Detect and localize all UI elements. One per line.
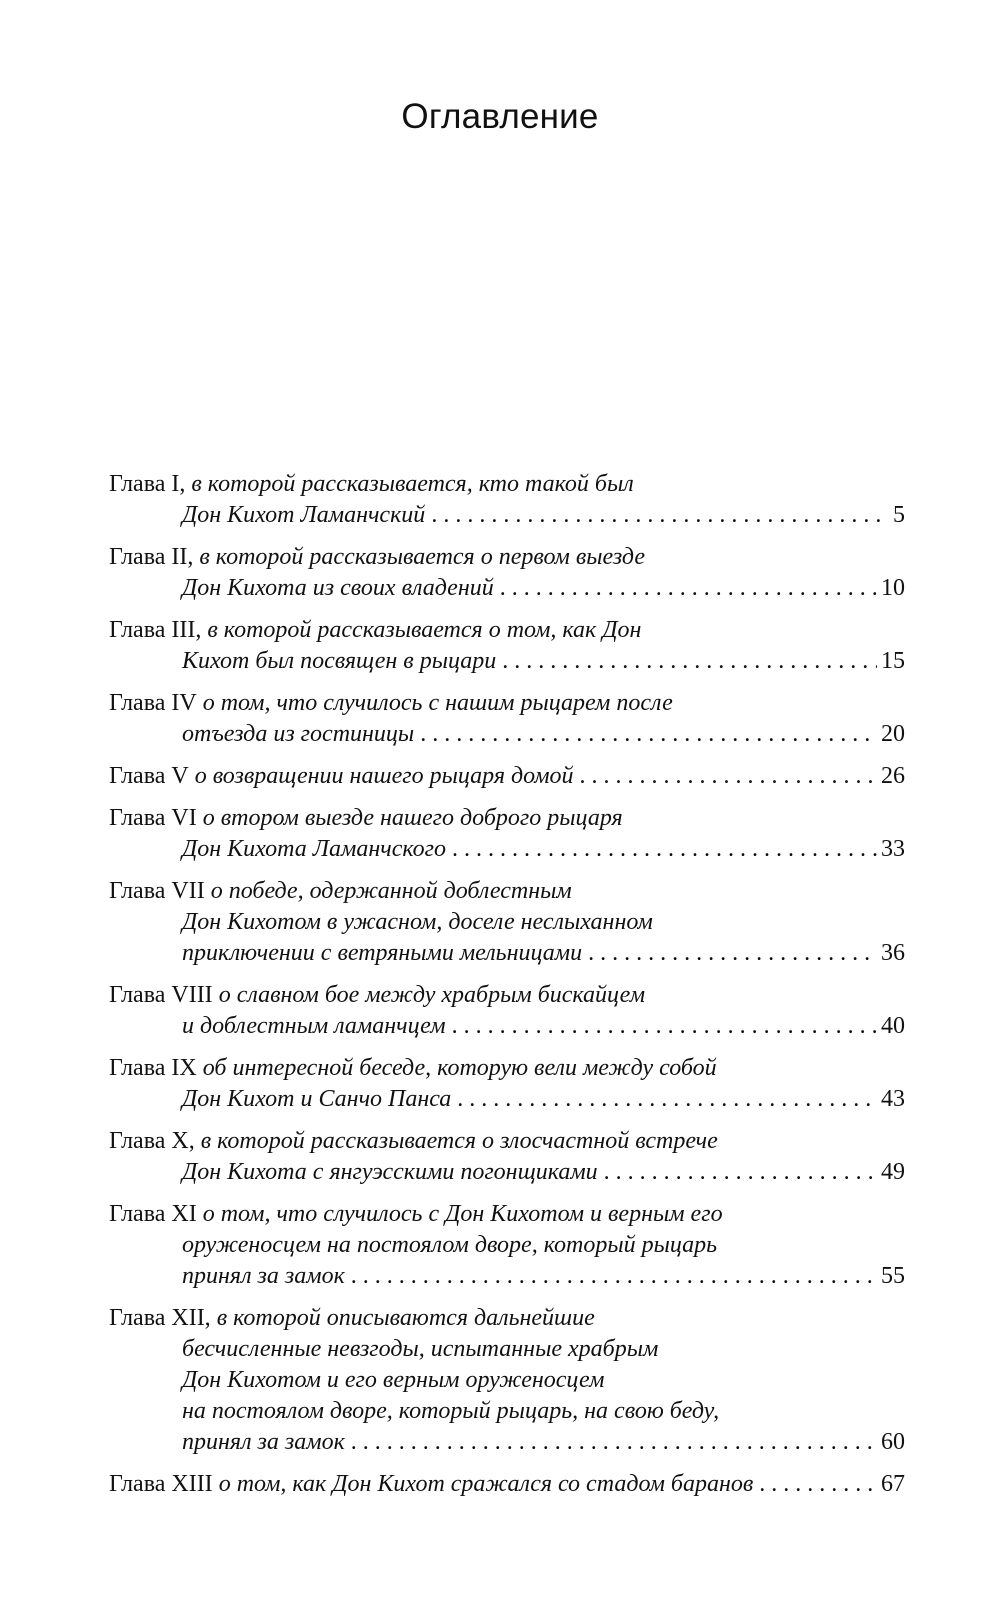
toc-entry-first-line xyxy=(109,615,905,646)
dot-leader xyxy=(759,1469,877,1500)
toc-entry-first-line xyxy=(109,1199,905,1230)
chapter-label: Глава I, xyxy=(109,471,186,497)
toc-entry xyxy=(109,542,905,604)
chapter-description: о том, что случилось с Дон Кихотом и верным его xyxy=(202,1201,723,1227)
toc-entry xyxy=(109,469,905,531)
toc-entry-first-line xyxy=(109,1469,905,1500)
toc-entry-continuation-line xyxy=(109,719,905,750)
chapter-description: Дон Кихота Ламанчского xyxy=(182,836,447,862)
toc-entry-continuation-line xyxy=(109,1396,905,1427)
page-number: 20 xyxy=(881,721,905,747)
toc-entry-continuation-line xyxy=(109,1261,905,1292)
chapter-description: Дон Кихотом и его верным оруженосцем xyxy=(182,1367,605,1393)
toc-entry xyxy=(109,615,905,677)
toc-entry-continuation-line xyxy=(109,1011,905,1042)
toc-entry-first-line xyxy=(109,1053,905,1084)
toc-entry-continuation-line xyxy=(109,938,905,969)
chapter-description: в которой описываются дальнейшие xyxy=(216,1305,595,1331)
table-of-contents xyxy=(109,469,905,1511)
page-number: 5 xyxy=(893,502,905,528)
page-number: 67 xyxy=(881,1471,905,1497)
chapter-description: Дон Кихота с янгуэсскими погонщиками xyxy=(182,1159,598,1185)
chapter-description: приключении с ветряными мельницами xyxy=(182,940,583,966)
chapter-description: принял за замок xyxy=(182,1263,345,1289)
chapter-description: о славном бое между храбрым бискайцем xyxy=(218,982,646,1008)
dot-leader xyxy=(502,646,877,677)
dot-leader xyxy=(604,1157,877,1188)
toc-entry-continuation-line xyxy=(109,573,905,604)
toc-entry xyxy=(109,876,905,969)
toc-entry-continuation-line xyxy=(109,1365,905,1396)
toc-entry-continuation-line xyxy=(109,907,905,938)
toc-entry-continuation-line xyxy=(109,1427,905,1458)
toc-entry xyxy=(109,761,905,792)
chapter-description: Кихот был посвящен в рыцари xyxy=(182,648,497,674)
toc-entry-first-line xyxy=(109,980,905,1011)
page-number: 55 xyxy=(881,1263,905,1289)
dot-leader xyxy=(452,834,877,865)
chapter-label: Глава XI xyxy=(109,1201,197,1227)
chapter-label: Глава XIII xyxy=(109,1471,213,1497)
chapter-description: о возвращении нашего рыцаря домой xyxy=(194,763,574,789)
chapter-description: о том, что случилось с нашим рыцарем после xyxy=(202,690,673,716)
chapter-description: о втором выезде нашего доброго рыцаря xyxy=(202,805,623,831)
chapter-description: бесчисленные невзгоды, испытанные храбрым xyxy=(182,1336,659,1362)
chapter-description: на постоялом дворе, который рыцарь, на свою беду, xyxy=(182,1398,720,1424)
page-number: 10 xyxy=(881,575,905,601)
dot-leader xyxy=(457,1084,877,1115)
toc-entry-first-line xyxy=(109,876,905,907)
toc-entry-continuation-line xyxy=(109,1157,905,1188)
toc-entry-first-line xyxy=(109,542,905,573)
page-number: 15 xyxy=(881,648,905,674)
chapter-label: Глава IX xyxy=(109,1055,197,1081)
chapter-label: Глава III, xyxy=(109,617,202,643)
chapter-description: и доблестным ламанчцем xyxy=(182,1013,446,1039)
toc-entry xyxy=(109,1126,905,1188)
page-number: 43 xyxy=(881,1086,905,1112)
toc-entry xyxy=(109,980,905,1042)
toc-entry-continuation-line xyxy=(109,1230,905,1261)
toc-entry xyxy=(109,803,905,865)
chapter-description: об интересной беседе, которую вели между собой xyxy=(202,1055,717,1081)
toc-entry-continuation-line xyxy=(109,1334,905,1365)
chapter-label: Глава X, xyxy=(109,1128,195,1154)
toc-entry-first-line xyxy=(109,1126,905,1157)
chapter-description: в которой рассказывается, кто такой был xyxy=(191,471,634,497)
dot-leader xyxy=(351,1261,877,1292)
chapter-description: о победе, одержанной доблестным xyxy=(210,878,572,904)
toc-entry-continuation-line xyxy=(109,646,905,677)
chapter-description: в которой рассказывается о том, как Дон xyxy=(207,617,642,643)
page-number: 49 xyxy=(881,1159,905,1185)
chapter-description: в которой рассказывается о злосчастной встрече xyxy=(200,1128,718,1154)
toc-entry-first-line xyxy=(109,469,905,500)
dot-leader xyxy=(452,1011,877,1042)
dot-leader xyxy=(420,719,877,750)
toc-entry-first-line xyxy=(109,688,905,719)
chapter-description: в которой рассказывается о первом выезде xyxy=(199,544,645,570)
page-number: 36 xyxy=(881,940,905,966)
chapter-description: принял за замок xyxy=(182,1429,345,1455)
toc-entry-continuation-line xyxy=(109,1084,905,1115)
toc-entry-continuation-line xyxy=(109,834,905,865)
dot-leader xyxy=(588,938,877,969)
page-number: 40 xyxy=(881,1013,905,1039)
chapter-label: Глава II, xyxy=(109,544,194,570)
page-number: 33 xyxy=(881,836,905,862)
toc-entry xyxy=(109,1053,905,1115)
chapter-label: Глава VII xyxy=(109,878,205,904)
chapter-description: отъезда из гостиницы xyxy=(182,721,415,747)
toc-entry xyxy=(109,688,905,750)
chapter-label: Глава IV xyxy=(109,690,197,716)
chapter-description: о том, как Дон Кихот сражался со стадом баранов xyxy=(218,1471,754,1497)
toc-entry xyxy=(109,1469,905,1500)
page-number: 26 xyxy=(881,763,905,789)
chapter-description: Дон Кихот Ламанчский xyxy=(182,502,426,528)
chapter-label: Глава VIII xyxy=(109,982,213,1008)
chapter-description: Дон Кихотом в ужасном, доселе неслыханном xyxy=(182,909,653,935)
chapter-label: Глава V xyxy=(109,763,189,789)
dot-leader xyxy=(500,573,877,604)
dot-leader xyxy=(431,500,889,531)
page-number: 60 xyxy=(881,1429,905,1455)
toc-entry-continuation-line xyxy=(109,500,905,531)
toc-entry xyxy=(109,1303,905,1458)
chapter-description: Дон Кихот и Санчо Панса xyxy=(182,1086,452,1112)
toc-entry-first-line xyxy=(109,761,905,792)
dot-leader xyxy=(351,1427,877,1458)
chapter-description: Дон Кихота из своих владений xyxy=(182,575,494,601)
chapter-description: оруженосцем на постоялом дворе, который рыцарь xyxy=(182,1232,718,1258)
toc-entry xyxy=(109,1199,905,1292)
page-title: Оглавление xyxy=(401,97,599,137)
toc-entry-first-line xyxy=(109,1303,905,1334)
chapter-label: Глава XII, xyxy=(109,1305,211,1331)
toc-entry-first-line xyxy=(109,803,905,834)
dot-leader xyxy=(580,761,877,792)
chapter-label: Глава VI xyxy=(109,805,197,831)
